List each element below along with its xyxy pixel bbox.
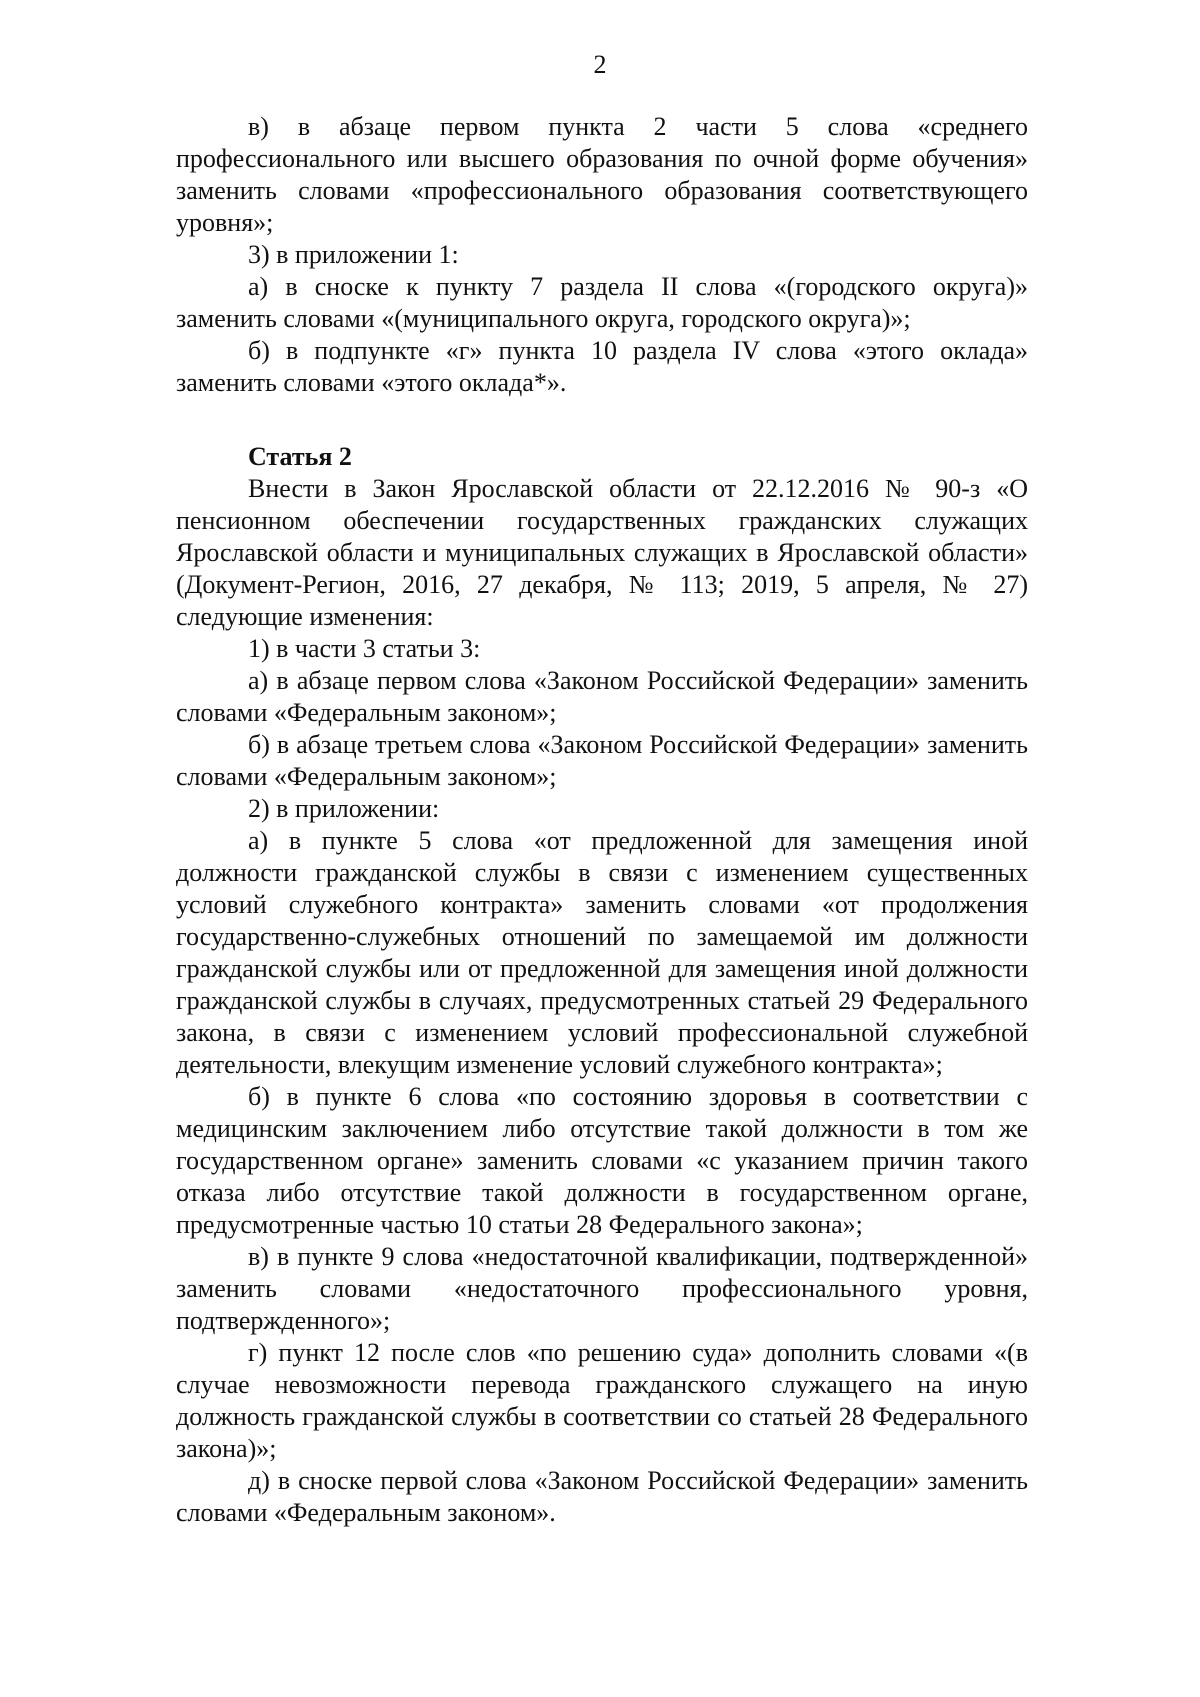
page-number: 2 — [593, 50, 607, 79]
paragraph: 1) в части 3 статьи 3: — [248, 634, 481, 663]
paragraph: Внести в Закон Ярославской области от 22.12.2016 № 90-з «О пенсионном обеспечении государственных гражданских служащих Ярославской области и муниципальных служащих в Ярославской области» (Документ-Регион, 2016, 27 декабря, № 113; 2019, 5 апреля, № 27) следующие изменения: — [176, 474, 1028, 631]
article-heading: Статья 2 — [248, 442, 352, 471]
paragraph: в) в абзаце первом пункта 2 части 5 слова «среднего профессионального или высшего образования по очной форме обучения» заменить словами «профессионального образования соответствующего уровня»; — [176, 112, 1028, 237]
paragraph: б) в абзаце третьем слова «Законом Российской Федерации» заменить словами «Федеральным законом»; — [176, 730, 1028, 791]
paragraph: 3) в приложении 1: — [248, 240, 459, 269]
paragraph: в) в пункте 9 слова «недостаточной квалификации, подтвержденной» заменить словами «недостаточного профессионального уровня, подтвержденного»; — [176, 1242, 1028, 1335]
paragraph: б) в подпункте «г» пункта 10 раздела IV слова «этого оклада» заменить словами «этого оклада*». — [176, 336, 1028, 397]
paragraph: д) в сноске первой слова «Законом Российской Федерации» заменить словами «Федеральным законом». — [176, 1466, 1028, 1527]
paragraph: а) в сноске к пункту 7 раздела II слова «(городского округа)» заменить словами «(муниципального округа, городского округа)»; — [176, 272, 1028, 333]
paragraph: г) пункт 12 после слов «по решению суда» дополнить словами «(в случае невозможности перевода гражданского служащего на иную должность гражданской службы в соответствии со статьей 28 Федерального закона)»; — [176, 1338, 1028, 1463]
paragraph: а) в пункте 5 слова «от предложенной для замещения иной должности гражданской службы в связи с изменением существенных условий служебного контракта» заменить словами «от продолжения государственно-служебных отношений по замещаемой им должности гражданской службы или от предложенной для замещения иной должности гражданской службы в случаях, предусмотренных статьей 29 Федерального закона, в связи с изменением условий профессиональной служебной деятельности, влекущим изменение условий служебного контракта»; — [176, 826, 1028, 1079]
document-body — [176, 111, 1028, 1529]
paragraph: 2) в приложении: — [248, 794, 440, 823]
paragraph: а) в абзаце первом слова «Законом Российской Федерации» заменить словами «Федеральным законом»; — [176, 666, 1028, 727]
paragraph: б) в пункте 6 слова «по состоянию здоровья в соответствии с медицинским заключением либо отсутствие такой должности в том же государственном органе» заменить словами «с указанием причин такого отказа либо отсутствие такой должности в государственном органе, предусмотренные частью 10 статьи 28 Федерального закона»; — [176, 1082, 1028, 1239]
